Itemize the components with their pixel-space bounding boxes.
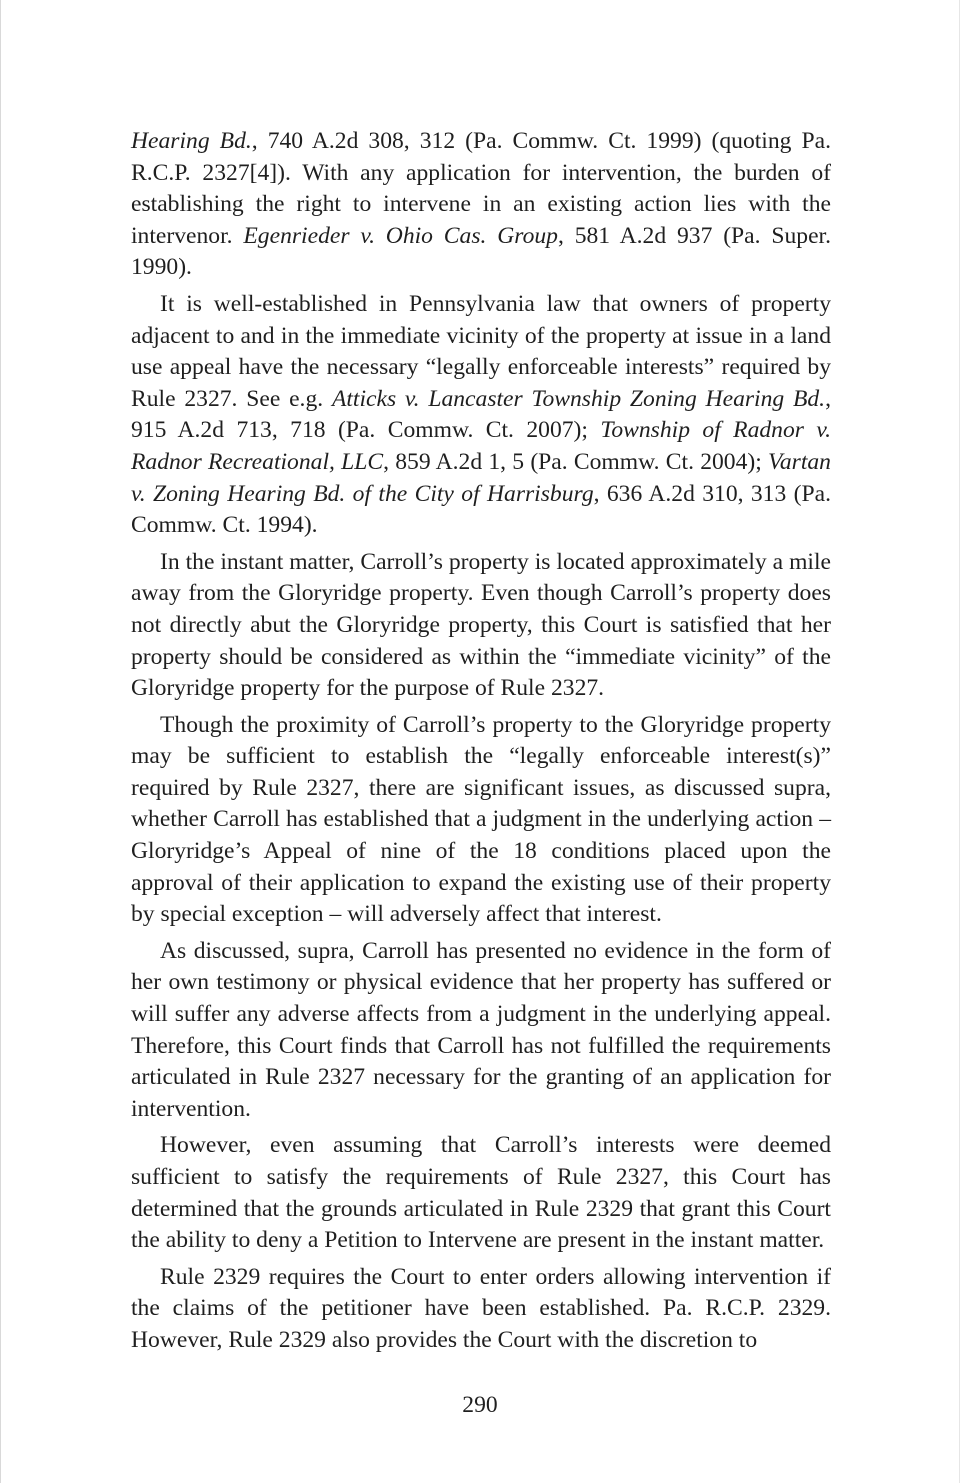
paragraph [131,1262,831,1357]
text-run: It is well-established in Pennsylvania law that owners of property adjacent to and in the immediate vicinity of the property at issue in a land use appeal have the necessary “legally enforceable interests” required by Rule 2327. See e.g. [131,290,831,412]
paragraph [131,1130,831,1256]
paragraph [131,936,831,1126]
case-citation: Township of Radnor v. Radnor Recreational, LLC [131,417,831,475]
case-citation: Atticks v. Lancaster Township Zoning Hearing Bd. [331,385,826,412]
case-citation: Vartan v. Zoning Hearing Bd. of the City of Harrisburg [131,448,831,507]
case-citation: Egenrieder v. Ohio Cas. Group [243,222,558,249]
paragraph [131,547,831,705]
text-run: However, even assuming that Carroll’s interests were deemed sufficient to satisfy the requirements of Rule 2327, this Court has determined that the grounds articulated in Rule 2329 that grant this Court the ability to deny a Petition to Intervene are present in the instant matter. [131,1132,831,1254]
text-run: , 581 A.2d 937 (Pa. Super. 1990). [131,222,832,281]
paragraph [131,126,831,284]
page-number: 290 [462,1392,498,1418]
paragraph [131,710,831,931]
page-left-edge [0,0,1,1483]
text-run: , 740 A.2d 308, 312 (Pa. Commw. Ct. 1999) (quoting Pa. R.C.P. 2327[4]). With any application for intervention, the burden of establishing the right to intervene in an existing action lies with the intervenor. [131,128,831,249]
case-citation: Hearing Bd. [131,128,252,154]
paragraph [131,289,831,542]
text-run: , 915 A.2d 713, 718 (Pa. Commw. Ct. 2007); [131,385,831,444]
text-run: As discussed, supra, Carroll has presented no evidence in the form of her own testimony or physical evidence that her property has suffered or will suffer any adverse affects from a judgment in the underlying appeal. Therefore, this Court finds that Carroll has not fulfilled the requirements articulated in Rule 2327 necessary for the granting of an application for intervention. [131,937,831,1122]
text-run: Though the proximity of Carroll’s property to the Gloryridge property may be sufficient to establish the “legally enforceable interest(s)” required by Rule 2327, there are significant issues, as discussed supra, whether Carroll has established that a judgment in the underlying action – Gloryridge’s Appeal of nine of the 18 conditions placed upon the approval of their application to expand the existing use of their property by special exception – will adversely affect that interest. [131,711,831,928]
body-text [131,126,831,1362]
text-run: , 859 A.2d 1, 5 (Pa. Commw. Ct. 2004); [383,448,769,475]
text-run: In the instant matter, Carroll’s property is located approximately a mile away from the Gloryridge property. Even though Carroll’s property does not directly abut the Gloryridge property, this Court is satisfied that her property should be considered as within the “immediate vicinity” of the Gloryridge property for the purpose of Rule 2327. [131,548,831,702]
text-run: , 636 A.2d 310, 313 (Pa. Commw. Ct. 1994). [131,480,831,539]
text-run: Rule 2329 requires the Court to enter orders allowing intervention if the claims of the petitioner have been established. Pa. R.C.P. 2329. However, Rule 2329 also provides the Court with the discretion to [131,1263,831,1353]
